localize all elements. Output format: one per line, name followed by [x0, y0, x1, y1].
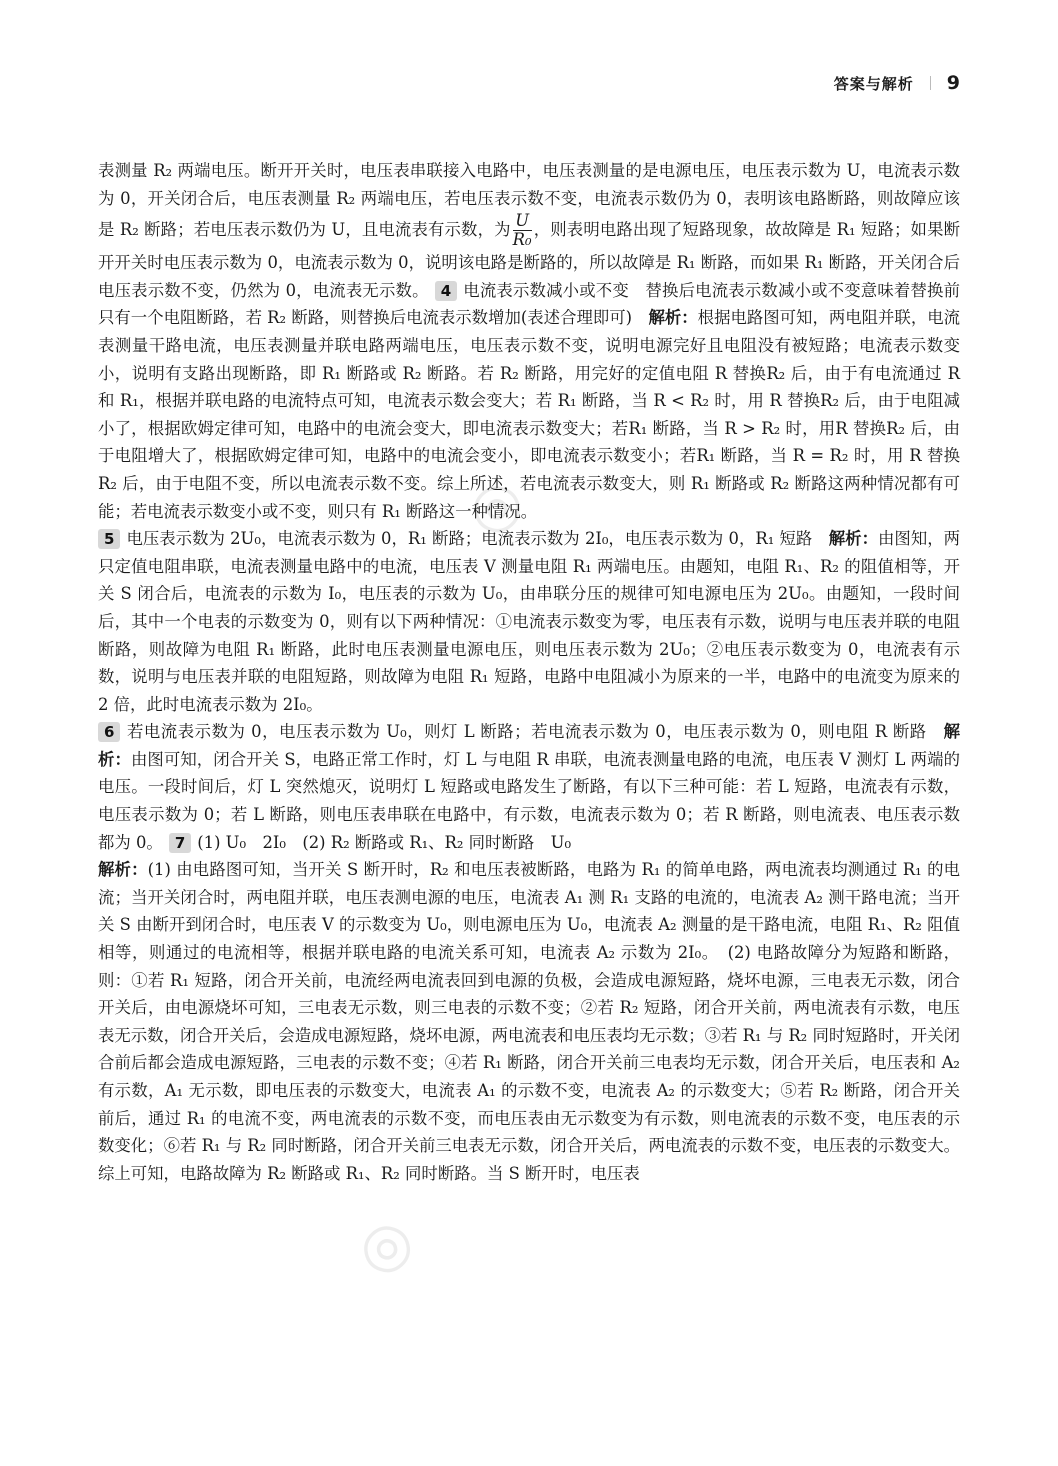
page-number: 9	[946, 72, 960, 94]
fraction	[513, 212, 532, 249]
page-header	[834, 72, 960, 94]
question-number-badge: 6	[98, 722, 120, 742]
analysis-label: 解析：	[98, 860, 148, 880]
analysis-label: 解析：	[828, 529, 878, 549]
watermark-logo: ◎	[463, 465, 530, 545]
answer-text: 电流表示数减小或不变 替换后电流表示数减小或不变意味着替换前只有一个电阻断路，若 R₂ 断路，则替换后电流表示数增加(表述合理即可)	[98, 280, 961, 328]
analysis-text: 由图可知，闭合开关 S，电路正常工作时，灯 L 与电阻 R 串联，电流表测量电路的电流，电压表 V 测灯 L 两端的电压。一段时间后，灯 L 突然熄灭，说明灯 L 短路或电路发生了断路，有以下三种可能：若 L 短路，电流表有示数，电压表示数为 0；若 L 断路，则电压表串联在电路中，有示数，电流表示数为 0；若 R 断路，则电流表、电压表示数都为 0。	[98, 749, 960, 852]
answer-paragraph	[98, 525, 960, 718]
analysis-text: 由图知，两只定值电阻串联，电流表测量电路中的电流，电压表 V 测量电阻 R₁ 两端电压。由题知，电阻 R₁、R₂ 的阻值相等，开关 S 闭合后，电流表的示数为 I₀，电压表的示数为 U₀，由串联分压的规律可知电源电压为 2U₀。由题知，一段时间后，其中一个电表的示数变为 0，则有以下两种情况：①电流表示数变为零，电压表有示数，说明与电压表并联的电阻断路，则故障为电阻 R₁ 断路，此时电压表测量电源电压，则电压表示数为 2U₀；②电压表示数变为 0，电流表有示数，说明与电压表并联的电阻短路，则故障为电阻 R₁ 短路，电路中电阻减小为原来的一半，电路中的电流变为原来的 2 倍，此时电流表示数为 2I₀。	[98, 529, 961, 714]
answer-paragraph	[98, 718, 960, 856]
analysis-text: 根据电路图可知，两电阻并联，电流表测量干路电流，电压表测量并联电路两端电压，电压表示数不变，说明电源完好且电阻没有被短路；电流表示数变小，说明有支路出现断路，即 R₁ 断路或 R₂ 断路。若 R₂ 断路，用完好的定值电阻 R 替换R₂ 后，由于有电流通过 R 和 R₁，根据并联电路的电流特点可知，电流表示数会变大；若 R₁ 断路，当 R < R₂ 时，用 R 替换R₂ 后，由于电阻减小了，根据欧姆定律可知，电路中的电流会变大，即电流表示数变大；若R₁ 断路，当 R > R₂ 时，用R 替换R₂ 后，由于电阻增大了，根据欧姆定律可知，电路中的电流会变小，即电流表示数变小；若R₁ 断路，当 R = R₂ 时，用 R 替换R₂ 后，由于电阻不变，所以电流表示数不变。综上所述，若电流表示数变大，则 R₁ 断路或 R₂ 断路这两种情况都有可能；若电流表示数变小或不变，则只有 R₁ 断路这一种情况。	[98, 308, 961, 521]
fraction-denominator: R₀	[512, 230, 532, 250]
paragraph-text: 表测量 R₂ 两端电压。断开开关时，电压表串联接入电路中，电压表测量的是电源电压，电压表示数为 U，电流表示数为 0，开关闭合后，电压表测量 R₂ 两端电压，若电压表示数不变，电流表示数仍为 0，表明该电路断路，则故障应该是 R₂ 断路；若电压表示数仍为 U，且电流表有示数，为	[98, 161, 960, 240]
question-number-badge: 4	[435, 281, 457, 301]
answer-text: (1) U₀ 2I₀ (2) R₂ 断路或 R₁、R₂ 同时断路 U₀	[197, 832, 572, 852]
paragraph-text: ，则表明电路出现了短路现象，故故障是 R₁ 短路；如果断开开关时电压表示数为 0，电流表示数为 0，说明该电路是断路的，所以故障是 R₁ 断路，而如果 R₁ 断路，开关闭合后电压表示数不变，仍然为 0，电流表无示数。	[98, 220, 960, 300]
analysis-label: 解析：	[98, 722, 960, 769]
analysis-text: (1) 由电路图可知，当开关 S 断开时，R₂ 和电压表被断路，电路为 R₁ 的简单电路，两电流表均测通过 R₁ 的电流；当开关闭合时，两电阻并联，电压表测电源的电压，电流表 A₁ 测 R₁ 支路的电流的，电流表 A₂ 测干路电流；当开关 S 由断开到闭合时，电压表 V 的示数变为 U₀，则电源电压为 U₀，电流表 A₂ 测量的是干路电流，电阻 R₁、R₂ 阻值相等，则通过的电流相等，根据并联电路的电流关系可知，电流表 A₂ 示数为 2I₀。 (2) 电路故障分为短路和断路，则：①若 R₁ 短路，闭合开关前，电流经两电流表回到电源的负极，会造成电源短路，烧坏电源，三电表无示数，闭合开关后，由电源烧坏可知，三电表无示数，则三电表的示数不变；②若 R₂ 短路，闭合开关前，两电流表有示数，电压表无示数，闭合开关后，会造成电源短路，烧坏电源，两电流表和电压表均无示数；③若 R₁ 与 R₂ 同时短路时，开关闭合前后都会造成电源短路，三电表的示数不变；④若 R₁ 断路，闭合开关前三电表均无示数，闭合开关后，电压表和 A₂ 有示数，A₁ 无示数，即电压表的示数变大，电流表 A₁ 的示数不变，电流表 A₂ 的示数变大；⑤若 R₂ 断路，闭合开关前后，通过 R₁ 的电流不变，两电流表的示数不变，而电压表由无示数变为有示数，则电流表的示数不变，电压表的示数变化；⑥若 R₁ 与 R₂ 同时断路，闭合开关前三电表无示数，闭合开关后，两电流表的示数不变，电压表的示数变大。综上可知，电路故障为 R₂ 断路或 R₁、R₂ 同时断路。当 S 断开时，电压表	[98, 860, 961, 1183]
header-divider	[930, 76, 931, 90]
analysis-label: 解析：	[648, 308, 698, 328]
question-number-badge: 5	[98, 529, 120, 549]
watermark-logo: ◎	[353, 1205, 420, 1285]
answer-paragraph	[98, 157, 960, 525]
section-title: 答案与解析	[833, 74, 914, 93]
fraction-numerator: U	[513, 212, 532, 231]
question-number-badge: 7	[169, 833, 191, 853]
answer-text: 若电流表示数为 0，电压表示数为 U₀，则灯 L 断路；若电流表示数为 0，电压表示数为 0，则电阻 R 断路	[126, 722, 927, 742]
answer-body	[98, 157, 960, 1187]
answer-paragraph	[98, 856, 960, 1187]
answer-text: 电压表示数为 2U₀，电流表示数为 0，R₁ 断路；电流表示数为 2I₀，电压表示数为 0，R₁ 短路	[126, 529, 813, 549]
